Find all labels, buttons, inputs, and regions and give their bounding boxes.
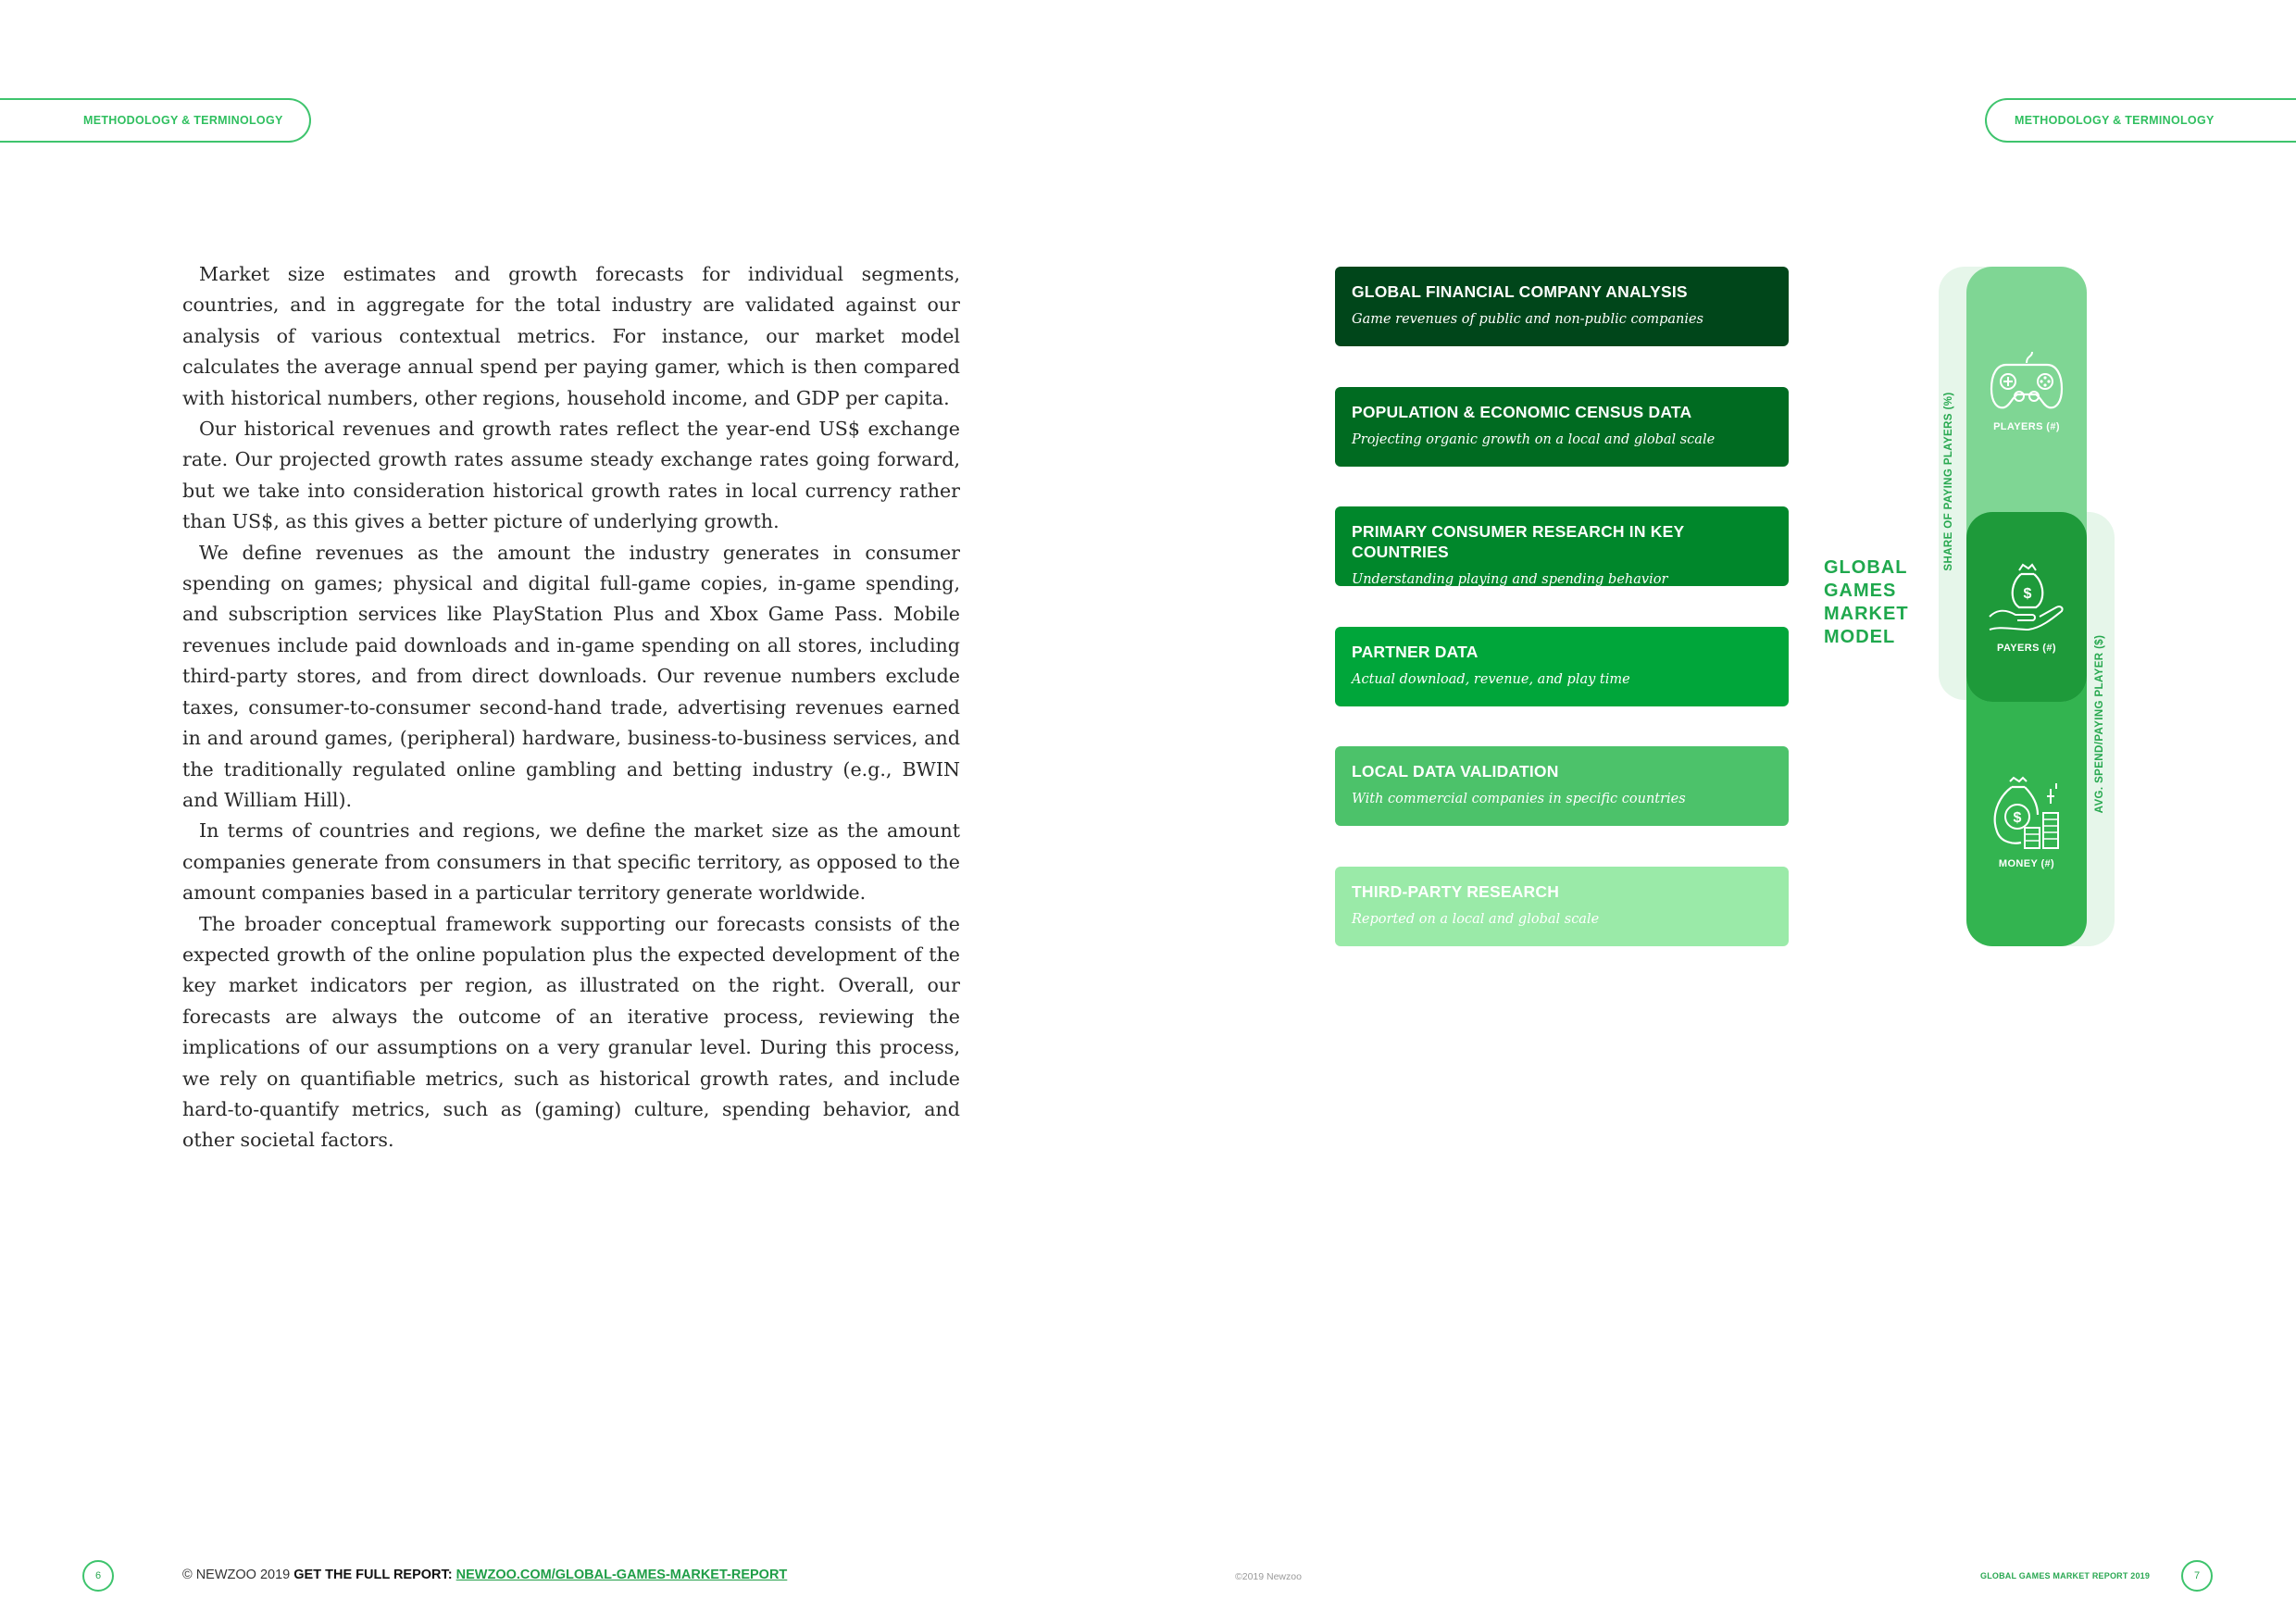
gamepad-icon: [1990, 348, 2064, 415]
model-box-subtitle: Reported on a local and global scale: [1352, 912, 1600, 927]
model-box-local-validation: [1335, 746, 1789, 826]
global-games-market-model-label: [1824, 556, 1926, 649]
model-box-subtitle: Game revenues of public and non-public companies: [1352, 312, 1703, 327]
share-paying-players-label: SHARE OF PAYING PLAYERS (%): [1943, 392, 1954, 571]
footer-cta: [182, 1568, 787, 1582]
model-box-title: POPULATION & ECONOMIC CENSUS DATA: [1352, 403, 1692, 421]
paragraph: Market size estimates and growth forecasts for individual segments, countries, and in aggregate for the total industry are validated against our analysis of various contextual metrics. For instance, our market model calculates the average annual spend per paying gamer, which is then compared with historical numbers, other regions, household income, and GDP per capita.: [182, 263, 960, 409]
money-bag-coins-icon: [1988, 776, 2065, 852]
model-box-census-data: [1335, 387, 1789, 467]
paragraph: Our historical revenues and growth rates reflect the year-end US$ exchange rate. Our projected growth rates assume steady exchange rates going forward, but we take into consideration historical growth rates in local currency rather than US$, as this gives a better picture of underlying growth.: [182, 418, 960, 533]
players-label: PLAYERS (#): [1993, 421, 2060, 432]
model-box-title: PARTNER DATA: [1352, 643, 1479, 661]
model-box-third-party: [1335, 867, 1789, 946]
model-box-subtitle: With commercial companies in specific countries: [1352, 792, 1686, 806]
model-box-partner-data: [1335, 627, 1789, 706]
avg-spend-label: AVG. SPEND/PAYING PLAYER ($): [2094, 634, 2105, 814]
svg-text:$: $: [2013, 810, 2022, 826]
footer-cta-text: GET THE FULL REPORT:: [293, 1568, 453, 1582]
model-box-subtitle: Projecting organic growth on a local and global scale: [1352, 432, 1716, 447]
ggmm-line: MARKET: [1824, 604, 1909, 624]
model-box-subtitle: Understanding playing and spending behavior: [1352, 572, 1668, 587]
ggmm-line: GAMES: [1824, 581, 1897, 601]
model-box-title: THIRD-PARTY RESEARCH: [1352, 882, 1560, 901]
model-box-financial-analysis: [1335, 267, 1789, 346]
section-tab-right: [1985, 98, 2296, 143]
payers-label: PAYERS (#): [1997, 643, 2056, 654]
ggmm-line: MODEL: [1824, 627, 1896, 647]
model-box-title: GLOBAL FINANCIAL COMPANY ANALYSIS: [1352, 282, 1688, 301]
money-label: MONEY (#): [1998, 858, 2055, 869]
ggmm-line: GLOBAL: [1824, 557, 1908, 578]
paragraph: We define revenues as the amount the industry generates in consumer spending on games; physical and digital full-game copies, in-game spending, and subscription services like PlayStation Plus and Xbox Game Pass. Mobile revenues include paid downloads and in-game spending on all stores, including third-party stores, and from direct downloads. Our revenue numbers exclude taxes, consumer-to-consumer second-hand trade, advertising revenues earned in and around games, (peripheral) hardware, business-to-business services, and the traditionally regulated online gambling and betting industry (e.g., BWIN and William Hill).: [182, 541, 960, 811]
model-box-subtitle: Actual download, revenue, and play time: [1352, 672, 1630, 687]
methodology-body-text: [182, 259, 960, 1156]
section-tab-left-label: METHODOLOGY & TERMINOLOGY: [83, 114, 283, 127]
footer-copyright: © NEWZOO 2019: [182, 1568, 291, 1582]
model-box-consumer-research: [1335, 506, 1789, 586]
money-in-hand-icon: [1988, 561, 2065, 633]
full-report-link[interactable]: NEWZOO.COM/GLOBAL-GAMES-MARKET-REPORT: [455, 1568, 788, 1582]
page-number-right-text: 7: [2193, 1570, 2201, 1581]
svg-text:$: $: [2023, 586, 2032, 602]
page-number-right: [2181, 1560, 2213, 1592]
paragraph: The broader conceptual framework supporting our forecasts consists of the expected growth of the online population plus the expected development of the key market indicators per region, as illustrated on the right. Overall, our forecasts are always the outcome of an iterative process, reviewing the implications of our assumptions on a very granular level. During this process, we rely on quantifiable metrics, such as historical growth rates, and include hard-to-quantify metrics, such as (gaming) culture, spending behavior, and other societal factors.: [182, 912, 960, 1152]
section-tab-right-label: METHODOLOGY & TERMINOLOGY: [2015, 114, 2215, 127]
footer-report-title: GLOBAL GAMES MARKET REPORT 2019: [1980, 1571, 2151, 1580]
model-box-title: PRIMARY CONSUMER RESEARCH IN KEY COUNTRIES: [1352, 522, 1685, 561]
footer-copyright-center: ©2019 Newzoo: [1235, 1571, 1302, 1582]
page-number-left-text: 6: [94, 1570, 102, 1581]
section-tab-left: [0, 98, 311, 143]
paragraph: In terms of countries and regions, we define the market size as the amount companies generate from consumers in that specific territory, as opposed to the amount companies based in a particular territory generate worldwide.: [182, 819, 960, 905]
model-box-title: LOCAL DATA VALIDATION: [1352, 762, 1559, 781]
page-number-left: [82, 1560, 114, 1592]
